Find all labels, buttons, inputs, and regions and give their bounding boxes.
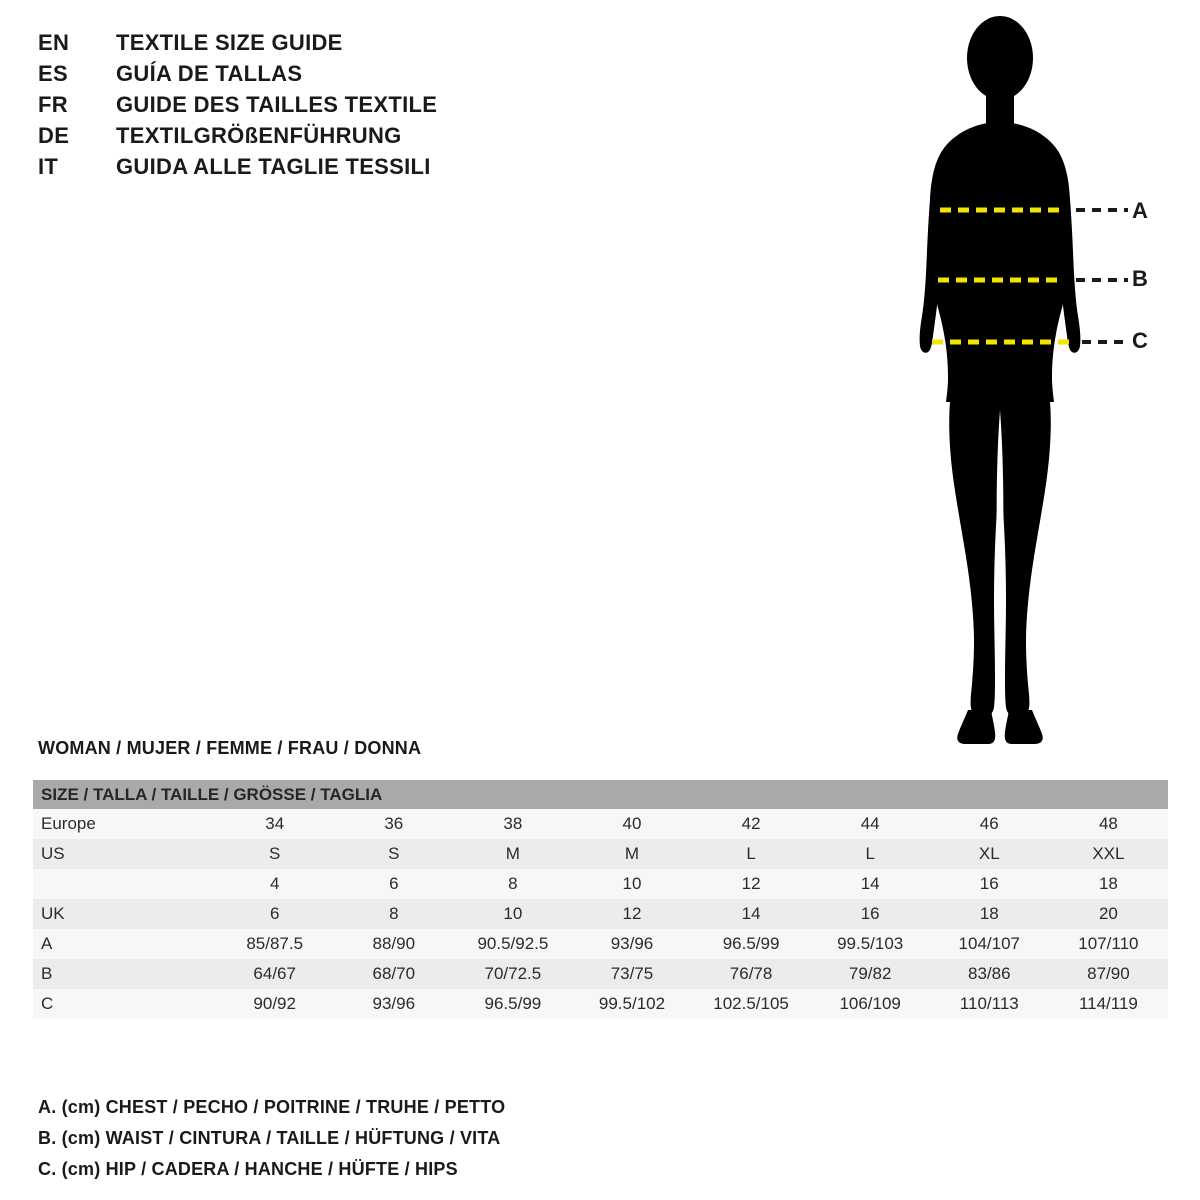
- cell-c-7: 110/113: [930, 989, 1049, 1019]
- title-block: [38, 30, 558, 185]
- cell-europe-5: 42: [692, 809, 811, 839]
- footnote-b: B. (cm) WAIST / CINTURA / TAILLE / HÜFTUNG / VITA: [38, 1128, 501, 1148]
- section-caption: WOMAN / MUJER / FEMME / FRAU / DONNA: [38, 738, 422, 758]
- cell-a-5: 96.5/99: [692, 929, 811, 959]
- title-text-es: GUÍA DE TALLAS: [116, 61, 303, 86]
- title-text-it: GUIDA ALLE TAGLIE TESSILI: [116, 154, 431, 179]
- cell-usnum-8: 18: [1049, 869, 1168, 899]
- cell-a-4: 93/96: [572, 929, 691, 959]
- row-label-c: C: [33, 989, 215, 1019]
- cell-usnum-3: 8: [453, 869, 572, 899]
- cell-a-8: 107/110: [1049, 929, 1168, 959]
- row-label-us-numeric: [33, 869, 215, 899]
- cell-uk-3: 10: [453, 899, 572, 929]
- cell-us-8: XXL: [1049, 839, 1168, 869]
- title-lang-en: EN: [38, 30, 70, 55]
- row-label-europe: Europe: [33, 809, 215, 839]
- table-row: [33, 929, 1168, 959]
- cell-usnum-6: 14: [811, 869, 930, 899]
- row-label-uk: UK: [33, 899, 215, 929]
- footnote-a: A. (cm) CHEST / PECHO / POITRINE / TRUHE / PETTO: [38, 1097, 506, 1117]
- row-label-us: US: [33, 839, 215, 869]
- table-row: [33, 869, 1168, 899]
- cell-uk-6: 16: [811, 899, 930, 929]
- cell-europe-7: 46: [930, 809, 1049, 839]
- cell-b-7: 83/86: [930, 959, 1049, 989]
- cell-usnum-5: 12: [692, 869, 811, 899]
- cell-us-7: XL: [930, 839, 1049, 869]
- measure-label-c: C: [1132, 328, 1148, 353]
- cell-usnum-7: 16: [930, 869, 1049, 899]
- cell-b-6: 79/82: [811, 959, 930, 989]
- female-silhouette-icon: [860, 10, 1190, 770]
- cell-us-3: M: [453, 839, 572, 869]
- cell-b-2: 68/70: [334, 959, 453, 989]
- table-row: [33, 959, 1168, 989]
- cell-b-4: 73/75: [572, 959, 691, 989]
- cell-b-5: 76/78: [692, 959, 811, 989]
- measurement-figure: [860, 10, 1190, 770]
- title-lang-it: IT: [38, 154, 59, 179]
- cell-uk-1: 6: [215, 899, 334, 929]
- cell-uk-7: 18: [930, 899, 1049, 929]
- title-lang-es: ES: [38, 61, 68, 86]
- cell-us-6: L: [811, 839, 930, 869]
- footnote-c: C. (cm) HIP / CADERA / HANCHE / HÜFTE / HIPS: [38, 1159, 458, 1179]
- title-text-en: TEXTILE SIZE GUIDE: [116, 30, 343, 55]
- cell-c-8: 114/119: [1049, 989, 1168, 1019]
- table-row: [33, 899, 1168, 929]
- cell-b-8: 87/90: [1049, 959, 1168, 989]
- measure-label-b: B: [1132, 266, 1148, 291]
- cell-a-6: 99.5/103: [811, 929, 930, 959]
- cell-a-7: 104/107: [930, 929, 1049, 959]
- cell-a-3: 90.5/92.5: [453, 929, 572, 959]
- cell-c-2: 93/96: [334, 989, 453, 1019]
- title-row: [38, 92, 558, 123]
- cell-europe-1: 34: [215, 809, 334, 839]
- table-row: [33, 809, 1168, 839]
- cell-a-1: 85/87.5: [215, 929, 334, 959]
- title-row: [38, 30, 558, 61]
- cell-europe-8: 48: [1049, 809, 1168, 839]
- table-header-label: SIZE / TALLA / TAILLE / GRÖSSE / TAGLIA: [33, 780, 1168, 809]
- cell-us-5: L: [692, 839, 811, 869]
- title-text-fr: GUIDE DES TAILLES TEXTILE: [116, 92, 438, 117]
- cell-europe-4: 40: [572, 809, 691, 839]
- cell-c-4: 99.5/102: [572, 989, 691, 1019]
- table-row: [33, 989, 1168, 1019]
- cell-us-1: S: [215, 839, 334, 869]
- measure-label-a: A: [1132, 198, 1148, 223]
- table-row: [33, 839, 1168, 869]
- cell-b-1: 64/67: [215, 959, 334, 989]
- cell-c-5: 102.5/105: [692, 989, 811, 1019]
- cell-usnum-2: 6: [334, 869, 453, 899]
- cell-uk-2: 8: [334, 899, 453, 929]
- table-header-row: [33, 780, 1168, 809]
- cell-europe-6: 44: [811, 809, 930, 839]
- title-row: [38, 61, 558, 92]
- cell-a-2: 88/90: [334, 929, 453, 959]
- title-text-de: TEXTILGRÖßENFÜHRUNG: [116, 123, 402, 148]
- cell-europe-2: 36: [334, 809, 453, 839]
- cell-b-3: 70/72.5: [453, 959, 572, 989]
- cell-c-1: 90/92: [215, 989, 334, 1019]
- cell-us-4: M: [572, 839, 691, 869]
- footnotes: [38, 1092, 738, 1185]
- row-label-b: B: [33, 959, 215, 989]
- title-lang-fr: FR: [38, 92, 68, 117]
- cell-uk-4: 12: [572, 899, 691, 929]
- cell-c-3: 96.5/99: [453, 989, 572, 1019]
- cell-usnum-1: 4: [215, 869, 334, 899]
- title-lang-de: DE: [38, 123, 70, 148]
- cell-c-6: 106/109: [811, 989, 930, 1019]
- cell-uk-8: 20: [1049, 899, 1168, 929]
- size-table: [33, 780, 1168, 1019]
- cell-uk-5: 14: [692, 899, 811, 929]
- title-row: [38, 154, 558, 185]
- cell-europe-3: 38: [453, 809, 572, 839]
- title-row: [38, 123, 558, 154]
- cell-us-2: S: [334, 839, 453, 869]
- cell-usnum-4: 10: [572, 869, 691, 899]
- row-label-a: A: [33, 929, 215, 959]
